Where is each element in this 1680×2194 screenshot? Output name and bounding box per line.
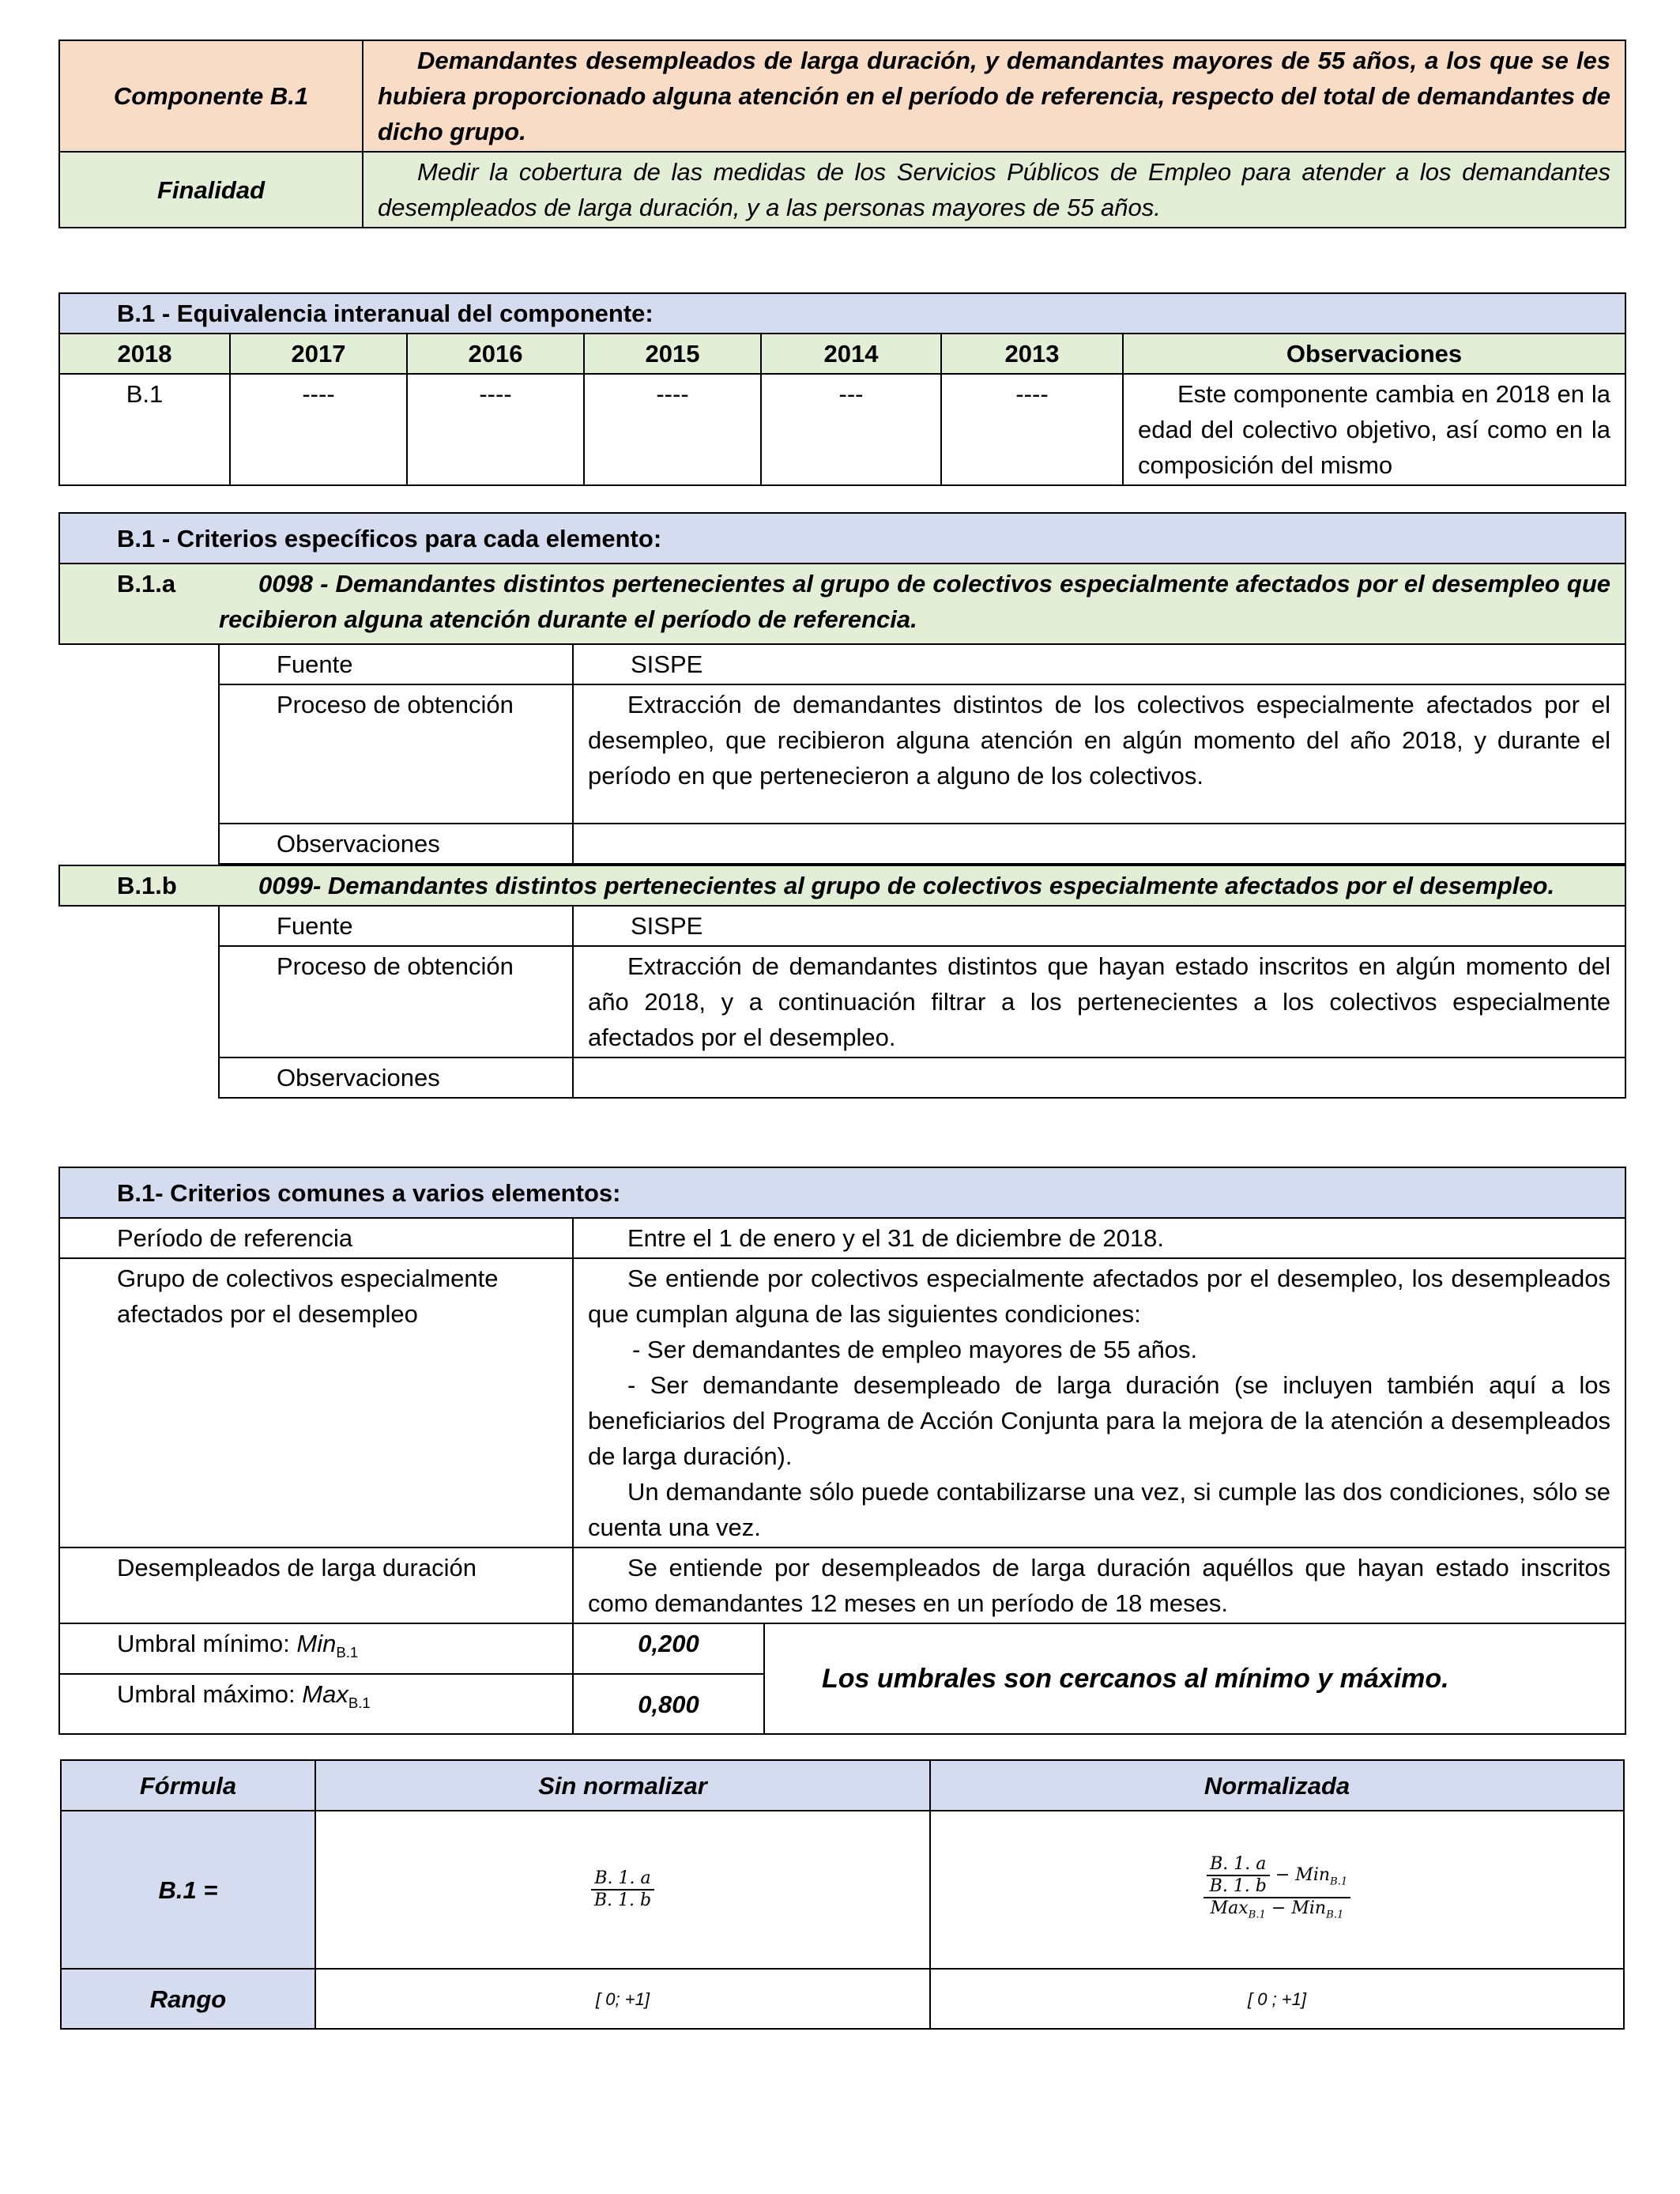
element-title-b1a: 0098 - Demandantes distintos pertenecientes al grupo de colectivos especialmente afectados por el desempleo que recibieron alguna atención durante el período de referencia. (219, 564, 1625, 644)
formula-normalizada (930, 1811, 1624, 1969)
finalidad-label: Finalidad (59, 152, 363, 228)
formula-fraction-sin (591, 1868, 654, 1911)
equivalencia-header-2014: 2014 (761, 334, 941, 374)
componente-text: Demandantes desempleados de larga duración, y demandantes mayores de 55 años, a los que se les hubiera proporcionado alguna atención en el período de referencia, respecto del total de demandantes de dicho grupo. (363, 40, 1625, 152)
larga-duracion-label: Desempleados de larga duración (59, 1547, 573, 1623)
formula-sub-1: B.1 (1330, 1875, 1348, 1888)
element-code-b1b: B.1.b (59, 865, 219, 906)
equivalencia-cell-2015: ---- (584, 374, 761, 485)
equivalencia-cell-2014: --- (761, 374, 941, 485)
umbral-maximo-symbol: Max (302, 1680, 348, 1708)
fuente-label-b1b: Fuente (219, 906, 573, 946)
equivalencia-title: B.1 - Equivalencia interanual del componente: (59, 293, 1625, 334)
grupo-label: Grupo de colectivos especialmente afectados por el desempleo (59, 1258, 573, 1547)
equivalencia-header-2018: 2018 (59, 334, 230, 374)
equivalencia-header-2017: 2017 (230, 334, 407, 374)
equivalencia-cell-2016: ---- (407, 374, 584, 485)
spacer (59, 644, 219, 865)
formula-max: Max (1210, 1898, 1249, 1918)
formula-fraction-norm (1203, 1854, 1351, 1925)
grupo-paragraph-4: Un demandante sólo puede contabilizarse una vez, si cumple las dos condiciones, sólo se cuenta una vez. (588, 1478, 1611, 1541)
umbral-minimo-label (59, 1623, 573, 1674)
equivalencia-header-observaciones: Observaciones (1123, 334, 1625, 374)
finalidad-text: Medir la cobertura de las medidas de los Servicios Públicos de Empleo para atender a los demandantes desempleados de larga duración, y a las personas mayores de 55 años. (363, 152, 1625, 228)
formula-sub-3: B.1 (1326, 1909, 1344, 1921)
equivalencia-cell-observaciones: Este componente cambia en 2018 en la edad del colectivo objetivo, así como en la composición del mismo (1123, 374, 1625, 485)
formula-table (60, 1759, 1625, 2030)
formula-sin-normalizar (315, 1811, 930, 1969)
element-code-b1a: B.1.a (59, 564, 219, 644)
formula-inner-numerator: B. 1. a (1207, 1854, 1270, 1876)
rango-normalizada: [ 0 ; +1] (930, 1969, 1624, 2029)
formula-header-formula: Fórmula (61, 1760, 315, 1811)
grupo-paragraph-1: Se entiende por colectivos especialmente afectados por el desempleo, los desempleados que cumplan alguna de las siguientes condiciones: (588, 1265, 1611, 1328)
formula-row-label: B.1 = (61, 1811, 315, 1969)
equivalencia-cell-2018: B.1 (59, 374, 230, 485)
spacer (59, 906, 219, 1098)
umbral-minimo-subscript: B.1 (336, 1644, 359, 1661)
observaciones-value-b1b (573, 1057, 1625, 1098)
element-title-b1b: 0099- Demandantes distintos pertenecientes al grupo de colectivos especialmente afectados por el desempleo. (219, 865, 1625, 906)
formula-den-minus-min: − Min (1265, 1898, 1327, 1918)
equivalencia-cell-2017: ---- (230, 374, 407, 485)
umbral-minimo-text: Umbral mínimo: (117, 1630, 297, 1657)
observaciones-value-b1a (573, 824, 1625, 864)
umbral-maximo-text: Umbral máximo: (117, 1680, 303, 1708)
fuente-value-b1a: SISPE (573, 644, 1625, 684)
grupo-value (573, 1258, 1625, 1547)
proceso-value-b1a: Extracción de demandantes distintos de los colectivos especialmente afectados por el desempleo, que recibieron alguna atención en algún momento del año 2018, y durante el período en que pertenecieron a alguno de los colectivos. (573, 684, 1625, 824)
proceso-label-b1a: Proceso de obtención (219, 684, 573, 824)
umbral-note: Los umbrales son cercanos al mínimo y máximo. (764, 1623, 1625, 1734)
formula-sin-numerator: B. 1. a (591, 1868, 654, 1891)
equivalencia-header-2013: 2013 (941, 334, 1123, 374)
formula-header-sin-normalizar: Sin normalizar (315, 1760, 930, 1811)
equivalencia-header-2016: 2016 (407, 334, 584, 374)
fuente-value-b1b: SISPE (573, 906, 1625, 946)
rango-label: Rango (61, 1969, 315, 2029)
rango-sin-normalizar: [ 0; +1] (315, 1969, 930, 2029)
equivalencia-cell-2013: ---- (941, 374, 1123, 485)
formula-inner-fraction (1207, 1854, 1270, 1897)
umbral-maximo-value: 0,800 (573, 1674, 764, 1734)
periodo-value: Entre el 1 de enero y el 31 de diciembre de 2018. (573, 1218, 1625, 1258)
formula-sin-denominator: B. 1. b (593, 1891, 652, 1910)
formula-minus-min: − Min (1269, 1864, 1331, 1885)
larga-duracion-value: Se entiende por desempleados de larga duración aquéllos que hayan estado inscritos como demandantes 12 meses en un período de 18 meses. (573, 1547, 1625, 1623)
componente-label: Componente B.1 (59, 40, 363, 152)
fuente-label-b1a: Fuente (219, 644, 573, 684)
criterios-especificos-title: B.1 - Criterios específicos para cada elemento: (59, 513, 1625, 564)
periodo-label: Período de referencia (59, 1218, 573, 1258)
umbral-maximo-label (59, 1674, 573, 1734)
formula-norm-numerator (1203, 1854, 1351, 1898)
grupo-paragraph-3: - Ser demandante desempleado de larga duración (se incluyen también aquí a los beneficiarios del Programa de Acción Conjunta para la mejora de la atención a desempleados de larga duración). (588, 1371, 1611, 1470)
grupo-paragraph-2: - Ser demandantes de empleo mayores de 55 años. (632, 1336, 1198, 1363)
umbral-minimo-value: 0,200 (573, 1623, 764, 1674)
formula-norm-denominator (1203, 1898, 1351, 1925)
umbral-minimo-symbol: Min (296, 1630, 337, 1657)
proceso-value-b1b: Extracción de demandantes distintos que hayan estado inscritos en algún momento del año 2018, y a continuación filtrar a los pertenecientes a los colectivos especialmente afectados por el desempleo. (573, 946, 1625, 1057)
observaciones-label-b1a: Observaciones (219, 824, 573, 864)
proceso-label-b1b: Proceso de obtención (219, 946, 573, 1057)
criterios-comunes-title: B.1- Criterios comunes a varios elementos: (59, 1167, 1625, 1218)
component-header-table (58, 40, 1626, 228)
criterios-especificos-table (58, 512, 1626, 1099)
observaciones-label-b1b: Observaciones (219, 1057, 573, 1098)
equivalencia-table (58, 292, 1626, 486)
formula-header-normalizada: Normalizada (930, 1760, 1624, 1811)
criterios-comunes-table (58, 1167, 1626, 1735)
formula-sub-2: B.1 (1248, 1909, 1266, 1921)
formula-inner-denominator: B. 1. b (1209, 1875, 1267, 1896)
umbral-maximo-subscript: B.1 (348, 1695, 371, 1712)
equivalencia-header-2015: 2015 (584, 334, 761, 374)
